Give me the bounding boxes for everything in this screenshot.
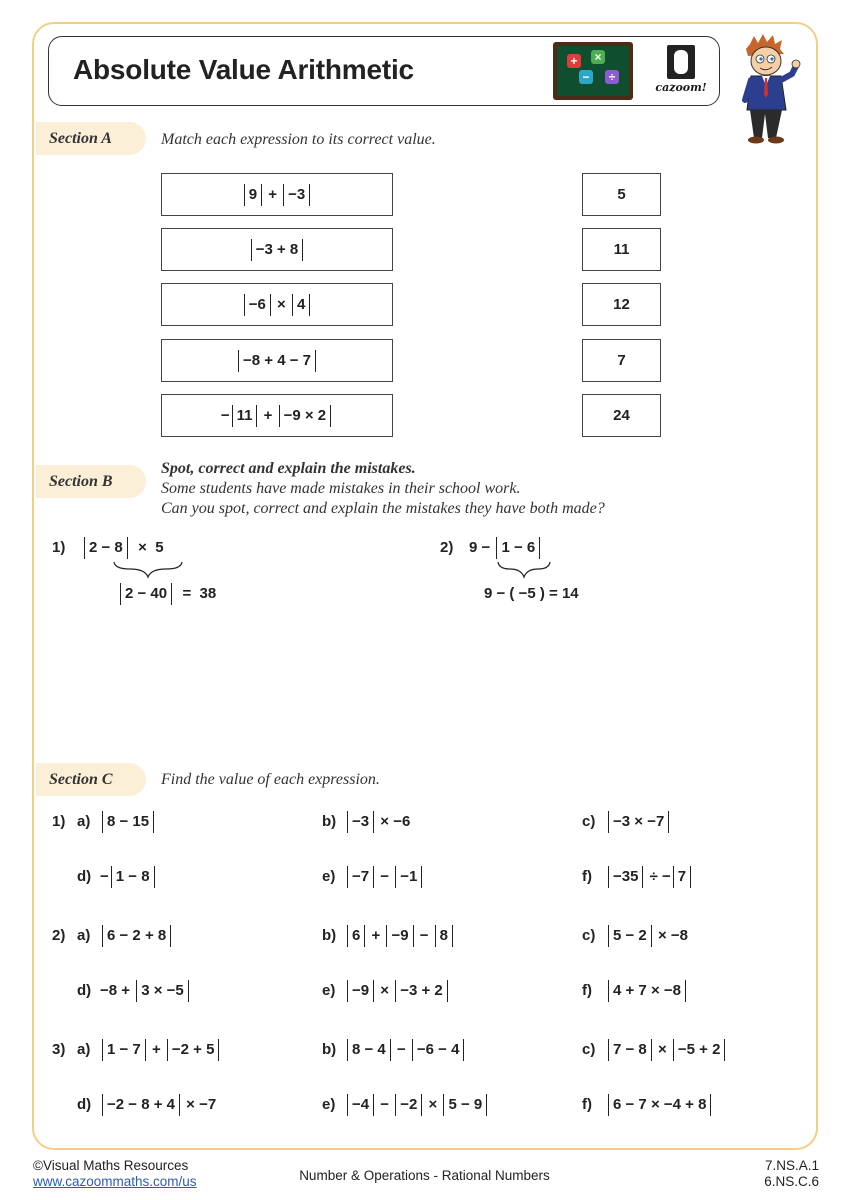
- section-b-label: Section B: [36, 465, 146, 498]
- operator-text: −: [392, 1041, 410, 1058]
- expression-card[interactable]: [161, 228, 393, 271]
- logo-glyph-icon: [667, 45, 695, 79]
- absolute-value-term: −4: [347, 1094, 374, 1116]
- operator-text: +: [264, 186, 282, 203]
- absolute-value-term: 2 − 40: [120, 583, 172, 605]
- operator-text: −: [220, 407, 230, 424]
- part-letter: c): [582, 927, 596, 944]
- section-c-instruction: Find the value of each expression.: [161, 771, 380, 788]
- operator-text: ×: [653, 1041, 671, 1058]
- part-letter: d): [77, 868, 92, 885]
- operator-text: −: [415, 927, 433, 944]
- footer-standards: [764, 1158, 819, 1190]
- absolute-value-term: 4: [292, 294, 310, 316]
- expression: [345, 809, 410, 835]
- question-number: 2): [52, 927, 66, 944]
- brace-icon: [496, 560, 552, 580]
- section-b-instructions: [161, 459, 605, 519]
- absolute-value-term: −2 − 8 + 4: [102, 1094, 180, 1116]
- expression-card[interactable]: [161, 283, 393, 326]
- absolute-value-term: −2: [395, 1094, 422, 1116]
- worked-example-2-bottom: 9 − ( −5 ) = 14: [484, 585, 579, 602]
- expression: [100, 923, 173, 949]
- operator-text: ×: [424, 1096, 442, 1113]
- part-letter: a): [77, 1041, 91, 1058]
- copyright: ©Visual Maths Resources: [33, 1158, 189, 1173]
- mascot-boy-icon: [732, 34, 802, 146]
- standard-code: 6.NS.C.6: [764, 1174, 819, 1189]
- section-a-label: Section A: [36, 122, 146, 155]
- expression-card[interactable]: [161, 394, 393, 437]
- operator-text: −8 +: [100, 982, 135, 999]
- part-letter: b): [322, 1041, 337, 1058]
- operator-text: ×: [272, 296, 290, 313]
- expression: [345, 923, 455, 949]
- question-number: 1): [52, 539, 66, 556]
- part-letter: a): [77, 813, 91, 830]
- section-b-line-1: Some students have made mistakes in their school work.: [161, 480, 521, 497]
- operator-text: 9 −: [469, 539, 495, 556]
- absolute-value-term: −3 + 8: [251, 239, 304, 261]
- part-letter: e): [322, 1096, 336, 1113]
- divide-icon: ÷: [605, 70, 619, 84]
- expression: [345, 1037, 466, 1063]
- section-c-label: Section C: [36, 763, 146, 796]
- absolute-value-term: 6 − 2 + 8: [102, 925, 171, 947]
- expression: [606, 923, 688, 949]
- question-number: 2): [440, 539, 454, 556]
- footer-topic: Number & Operations - Rational Numbers: [299, 1168, 550, 1183]
- chalkboard-logo-icon: [553, 42, 633, 100]
- absolute-value-term: −3 × −7: [608, 811, 669, 833]
- worked-example-1-top: [82, 535, 164, 561]
- part-letter: e): [322, 868, 336, 885]
- question-number: 3): [52, 1041, 66, 1058]
- expression: [606, 809, 671, 835]
- absolute-value-term: 7: [673, 866, 691, 888]
- operator-text: × −8: [653, 927, 688, 944]
- expression: [100, 809, 156, 835]
- operator-text: +: [147, 1041, 165, 1058]
- part-letter: c): [582, 1041, 596, 1058]
- worked-example-1-bottom: [118, 581, 216, 607]
- expression: [606, 1092, 713, 1118]
- absolute-value-term: 1 − 8: [111, 866, 155, 888]
- absolute-value-term: 2 − 8: [84, 537, 128, 559]
- absolute-value-term: 8 − 4: [347, 1039, 391, 1061]
- section-b-heading: Spot, correct and explain the mistakes.: [161, 460, 416, 477]
- website-link[interactable]: www.cazoommaths.com/us: [33, 1174, 197, 1189]
- operator-text: ÷ −: [645, 868, 671, 885]
- expression: [606, 978, 688, 1004]
- absolute-value-term: −9 × 2: [279, 405, 332, 427]
- worked-example-2-top: [469, 535, 542, 561]
- absolute-value-term: −35: [608, 866, 643, 888]
- operator-text: × −7: [181, 1096, 217, 1113]
- absolute-value-term: −5 + 2: [673, 1039, 726, 1061]
- absolute-value-term: −3: [283, 184, 310, 206]
- part-letter: f): [582, 868, 592, 885]
- part-letter: b): [322, 927, 337, 944]
- part-letter: c): [582, 813, 596, 830]
- expression: [345, 978, 450, 1004]
- absolute-value-term: −1: [395, 866, 422, 888]
- standard-code: 7.NS.A.1: [764, 1158, 819, 1173]
- absolute-value-term: 8: [435, 925, 453, 947]
- section-b-line-2: Can you spot, correct and explain the mistakes they have both made?: [161, 500, 605, 517]
- operator-text: ×: [376, 982, 394, 999]
- expression: [100, 1037, 221, 1063]
- absolute-value-term: 4 + 7 × −8: [608, 980, 686, 1002]
- absolute-value-term: 1 − 6: [496, 537, 540, 559]
- part-letter: b): [322, 813, 337, 830]
- expression-card[interactable]: [161, 173, 393, 216]
- value-card[interactable]: 11: [582, 228, 661, 271]
- section-a-instruction: Match each expression to its correct value.: [161, 131, 436, 148]
- absolute-value-term: −6: [244, 294, 271, 316]
- part-letter: e): [322, 982, 336, 999]
- value-card[interactable]: 12: [582, 283, 661, 326]
- absolute-value-term: 9: [244, 184, 262, 206]
- absolute-value-term: 1 − 7: [102, 1039, 146, 1061]
- expression-card[interactable]: [161, 339, 393, 382]
- absolute-value-term: 5 − 9: [443, 1094, 487, 1116]
- minus-icon: −: [579, 70, 593, 84]
- operator-text: −: [100, 868, 109, 885]
- part-letter: f): [582, 1096, 592, 1113]
- absolute-value-term: −3 + 2: [395, 980, 448, 1002]
- value-card[interactable]: 5: [582, 173, 661, 216]
- absolute-value-term: −8 + 4 − 7: [238, 350, 316, 372]
- expression: [100, 978, 191, 1004]
- question-number: 1): [52, 813, 66, 830]
- absolute-value-term: −9: [386, 925, 413, 947]
- part-letter: f): [582, 982, 592, 999]
- part-letter: d): [77, 982, 92, 999]
- absolute-value-term: −7: [347, 866, 374, 888]
- expression: [606, 1037, 727, 1063]
- expression: [345, 864, 424, 890]
- expression: [100, 864, 157, 890]
- absolute-value-term: 11: [232, 405, 258, 427]
- absolute-value-term: 8 − 15: [102, 811, 154, 833]
- absolute-value-term: 3 × −5: [136, 980, 189, 1002]
- plus-icon: +: [567, 54, 581, 68]
- page-title: Absolute Value Arithmetic: [73, 54, 414, 85]
- operator-text: = 38: [174, 585, 217, 602]
- absolute-value-term: −6 − 4: [412, 1039, 465, 1061]
- brand-text: cazoom!: [655, 81, 707, 94]
- value-card[interactable]: 24: [582, 394, 661, 437]
- operator-text: +: [259, 407, 277, 424]
- absolute-value-term: −9: [347, 980, 374, 1002]
- value-card[interactable]: 7: [582, 339, 661, 382]
- absolute-value-term: −3: [347, 811, 374, 833]
- expression: [345, 1092, 489, 1118]
- part-letter: a): [77, 927, 91, 944]
- absolute-value-term: 6: [347, 925, 365, 947]
- absolute-value-term: 5 − 2: [608, 925, 652, 947]
- absolute-value-term: 7 − 8: [608, 1039, 652, 1061]
- expression: [100, 1092, 216, 1118]
- times-icon: ×: [591, 50, 605, 64]
- expression: [606, 864, 693, 890]
- operator-text: −: [376, 868, 394, 885]
- operator-text: +: [367, 927, 385, 944]
- absolute-value-term: 6 − 7 × −4 + 8: [608, 1094, 711, 1116]
- brace-icon: [112, 560, 184, 580]
- cazoom-logo: [655, 45, 707, 99]
- part-letter: d): [77, 1096, 92, 1113]
- operator-text: −: [376, 1096, 394, 1113]
- absolute-value-term: −2 + 5: [167, 1039, 220, 1061]
- operator-text: × −6: [376, 813, 411, 830]
- operator-text: × 5: [129, 539, 164, 556]
